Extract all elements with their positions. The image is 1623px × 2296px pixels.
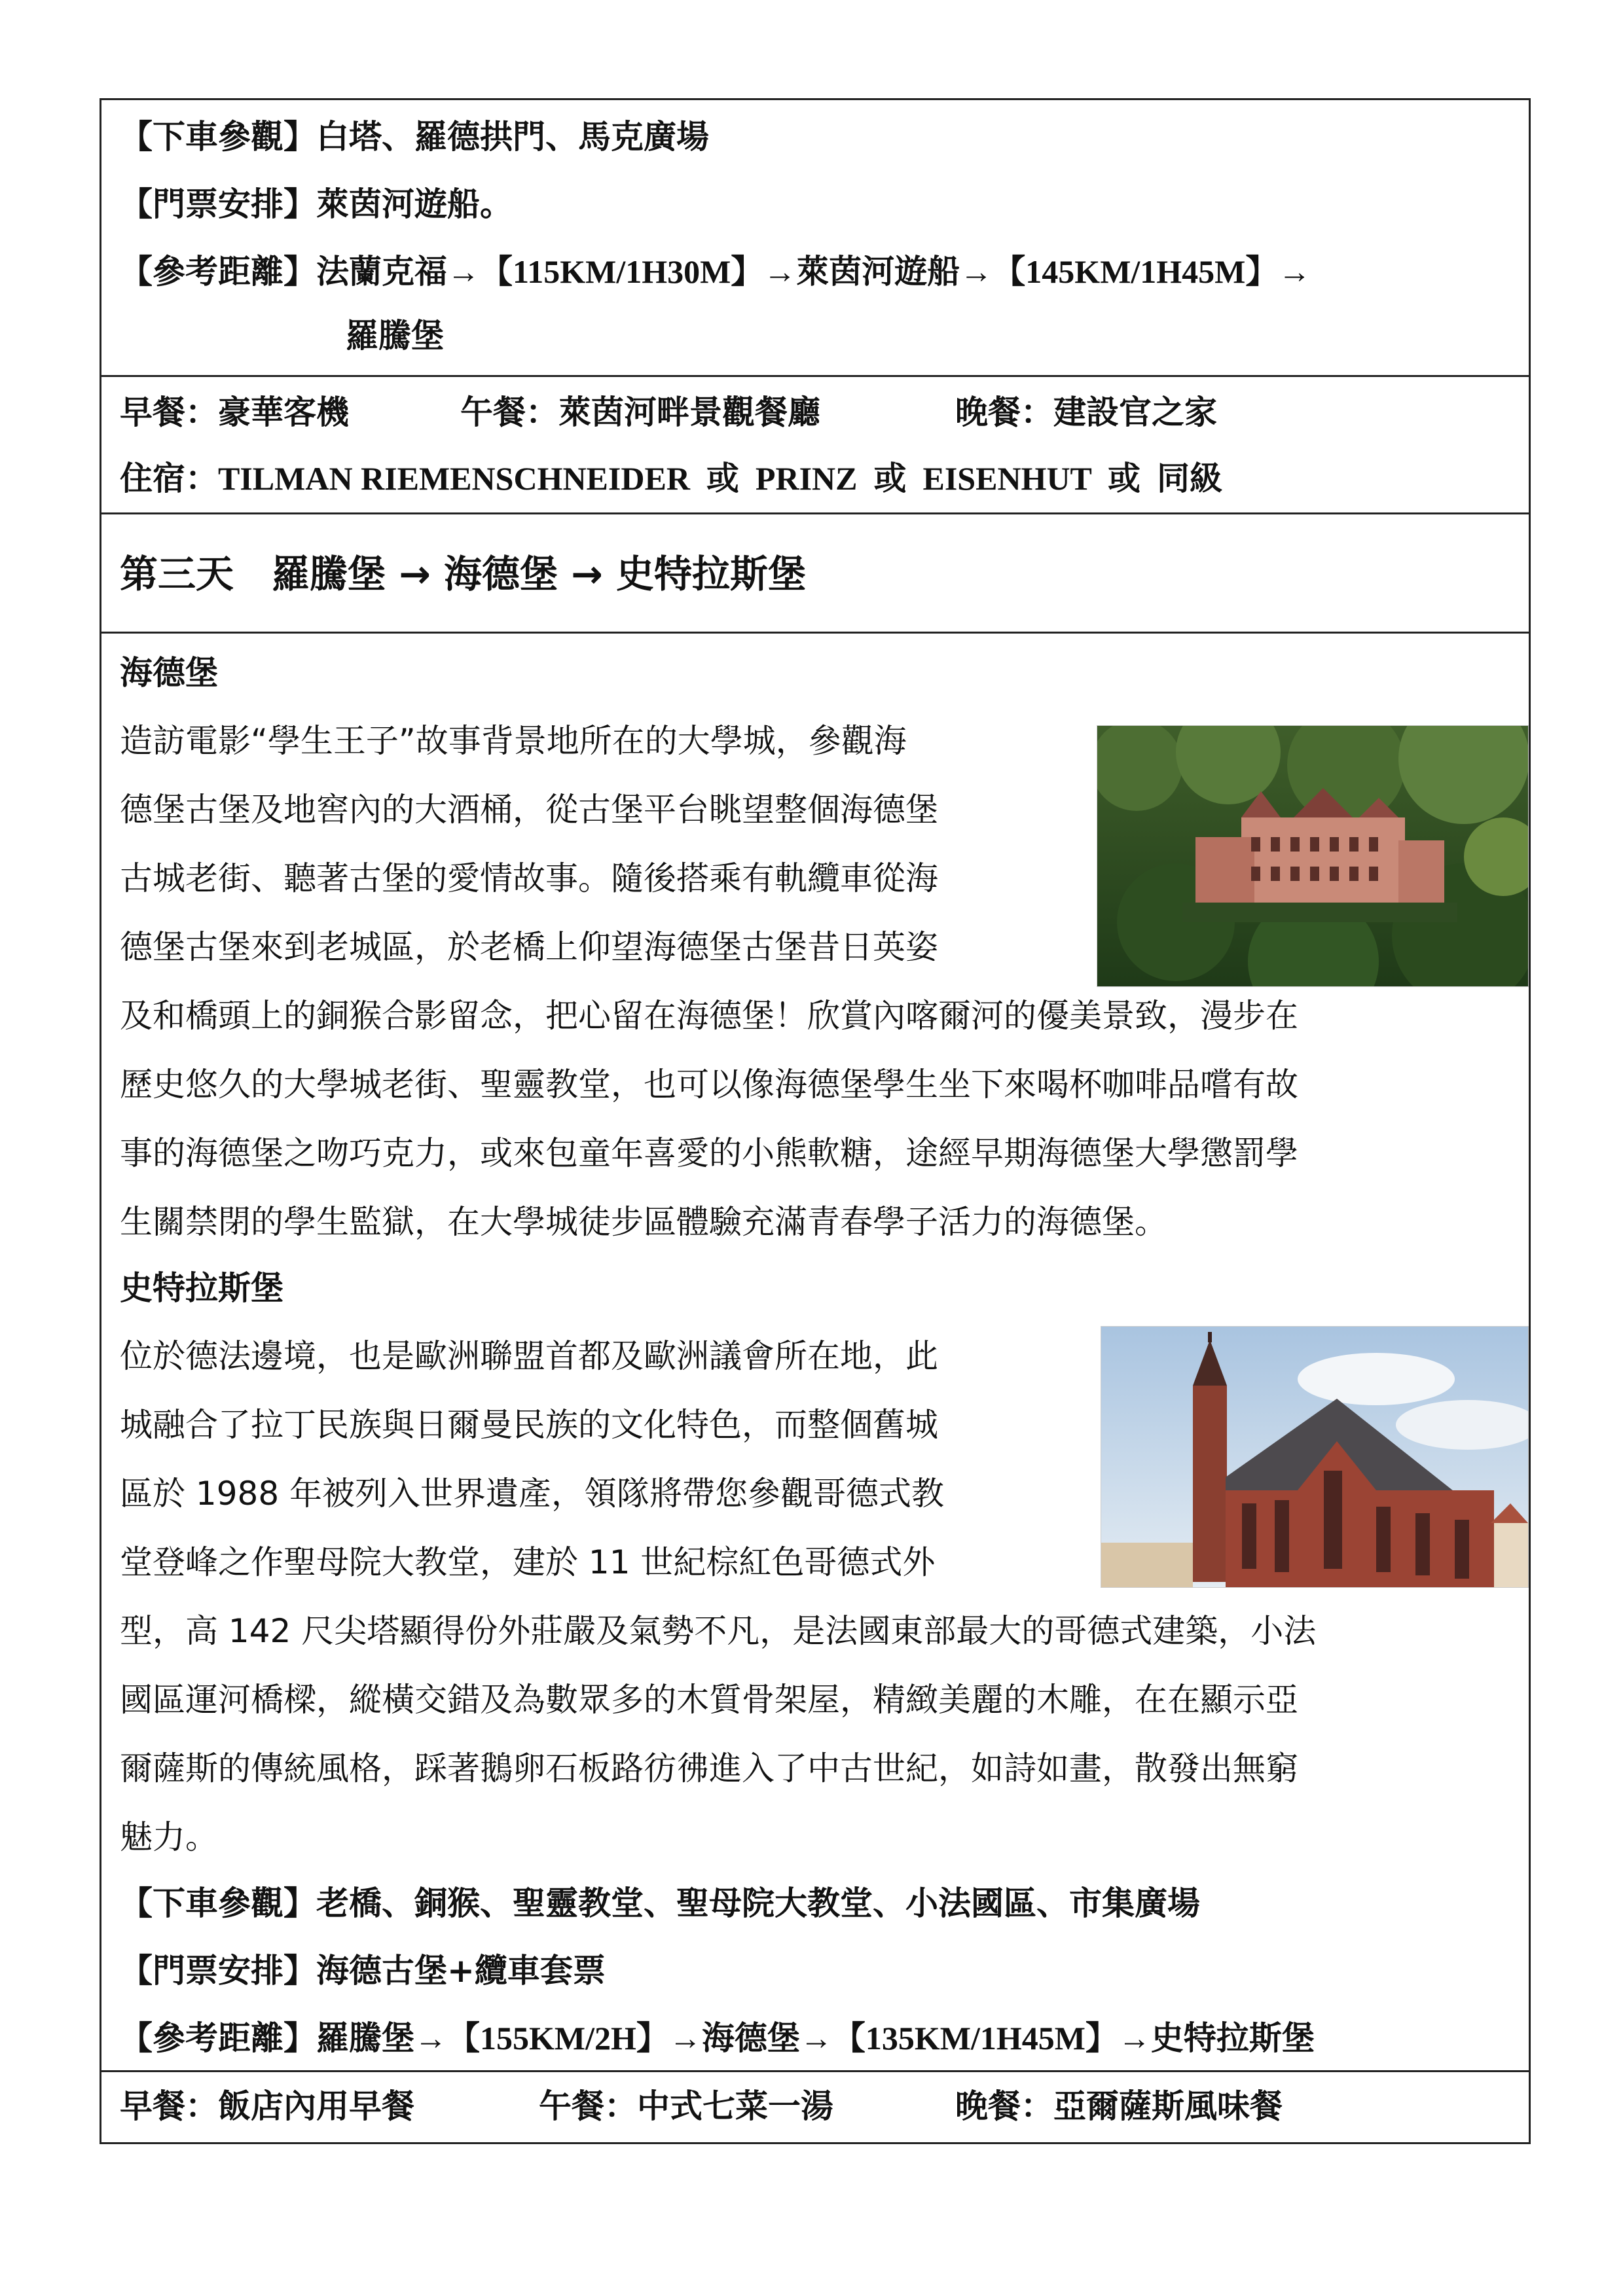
heidelberg-line-6: 歷史悠久的大學城老街、聖靈教堂，也可以像海德堡學生坐下來喝杯咖啡品嚐有故 xyxy=(120,1066,1298,1103)
day3-sights-text: 老橋、銅猴、聖靈教堂、聖母院大教堂、小法國區、市集廣場 xyxy=(316,1884,1200,1922)
strasbourg-line-1: 位於德法邊境，也是歐洲聯盟首都及歐洲議會所在地，此 xyxy=(120,1337,938,1375)
heidelberg-heading: 海德堡 xyxy=(120,654,218,692)
day2-dinner: 晚餐：建設官之家 xyxy=(955,393,1217,431)
strasbourg-line-3: 區於 1988 年被列入世界遺產，領隊將帶您參觀哥德式教 xyxy=(120,1475,945,1513)
day2-sights-text: 白塔、羅德拱門、馬克廣場 xyxy=(316,118,709,156)
day3-sights-line xyxy=(120,1871,1200,1936)
day3-distance-label: 【參考距離】 xyxy=(120,2019,316,2057)
day3-lunch: 午餐：中式七菜一湯 xyxy=(539,2087,833,2125)
day2-lodging-line xyxy=(120,446,1222,511)
church-photo xyxy=(1101,1326,1529,1588)
day3-tickets-text: 海德古堡+纜車套票 xyxy=(316,1952,606,1990)
day3-meals-line xyxy=(120,2073,1283,2139)
day2-sights-line xyxy=(120,104,709,170)
day3-breakfast: 早餐：飯店內用早餐 xyxy=(120,2087,414,2125)
day3-sights-label: 【下車參觀】 xyxy=(120,1884,316,1922)
day2-distance-text: 法蘭克福→【115KM/1H30M】→萊茵河遊船→【145KM/1H45M】→ xyxy=(316,253,1311,290)
day2-tickets-line xyxy=(120,171,513,237)
day3-title-row xyxy=(101,512,1529,632)
day2-tickets-text: 萊茵河遊船。 xyxy=(316,185,513,223)
heidelberg-line-8: 生關禁閉的學生監獄，在大學城徒步區體驗充滿青春學子活力的海德堡。 xyxy=(120,1203,1167,1241)
heidelberg-line-7: 事的海德堡之吻巧克力，或來包童年喜愛的小熊軟糖，途經早期海德堡大學懲罰學 xyxy=(120,1134,1298,1172)
day3-content-row xyxy=(101,632,1529,2070)
day2-sights-label: 【下車參觀】 xyxy=(120,118,316,156)
day2-distance-line xyxy=(120,239,1311,304)
day2-breakfast: 早餐：豪華客機 xyxy=(120,393,349,431)
heidelberg-line-5: 及和橋頭上的銅猴合影留念，把心留在海德堡！欣賞內喀爾河的優美景致，漫步在 xyxy=(120,997,1298,1035)
day2-distance-label: 【參考距離】 xyxy=(120,253,316,291)
strasbourg-line-4: 堂登峰之作聖母院大教堂，建於 11 世紀棕紅色哥德式外 xyxy=(120,1543,936,1581)
day2-lunch: 午餐：萊茵河畔景觀餐廳 xyxy=(460,393,820,431)
strasbourg-line-2: 城融合了拉丁民族與日爾曼民族的文化特色，而整個舊城 xyxy=(120,1406,938,1444)
day2-meals-row xyxy=(101,375,1529,512)
strasbourg-line-6: 國區運河橋樑，縱橫交錯及為數眾多的木質骨架屋，精緻美麗的木雕，在在顯示亞 xyxy=(120,1681,1298,1719)
heidelberg-line-4: 德堡古堡來到老城區，於老橋上仰望海德堡古堡昔日英姿 xyxy=(120,928,938,966)
strasbourg-line-7: 爾薩斯的傳統風格，踩著鵝卵石板路彷彿進入了中古世紀，如詩如畫，散發出無窮 xyxy=(120,1749,1298,1787)
itinerary-table xyxy=(100,98,1531,2144)
day2-tickets-label: 【門票安排】 xyxy=(120,185,316,223)
day3-distance-line xyxy=(120,2005,1315,2071)
strasbourg-heading: 史特拉斯堡 xyxy=(120,1269,283,1307)
day3-distance-text: 羅騰堡→【155KM/2H】→海德堡→【135KM/1H45M】→史特拉斯堡 xyxy=(316,2020,1315,2056)
heidelberg-line-1: 造訪電影“學生王子”故事背景地所在的大學城，參觀海 xyxy=(120,722,907,760)
day2-distance-line2: 羅騰堡 xyxy=(346,317,444,355)
heidelberg-line-3: 古城老街、聽著古堡的愛情故事。隨後搭乘有軌纜車從海 xyxy=(120,859,938,897)
strasbourg-line-8: 魅力。 xyxy=(120,1818,218,1856)
day3-title: 第三天 羅騰堡 → 海德堡 → 史特拉斯堡 xyxy=(120,552,806,596)
day2-info-row xyxy=(101,100,1529,375)
day3-meals-row xyxy=(101,2070,1529,2142)
heidelberg-line-2: 德堡古堡及地窖內的大酒桶，從古堡平台眺望整個海德堡 xyxy=(120,791,938,829)
day2-meals-line xyxy=(120,380,1217,445)
day3-tickets-line xyxy=(120,1938,606,2003)
day3-tickets-label: 【門票安排】 xyxy=(120,1952,316,1990)
day2-lodging-label: 住宿： xyxy=(120,459,218,497)
heidelberg-castle-photo xyxy=(1097,725,1529,987)
strasbourg-line-5: 型，高 142 尺尖塔顯得份外莊嚴及氣勢不凡，是法國東部最大的哥德式建築，小法 xyxy=(120,1612,1317,1650)
day2-lodging-text: TILMAN RIEMENSCHNEIDER 或 PRINZ 或 EISENHUT 或 同級 xyxy=(218,460,1223,497)
day3-dinner: 晚餐：亞爾薩斯風味餐 xyxy=(955,2087,1283,2125)
